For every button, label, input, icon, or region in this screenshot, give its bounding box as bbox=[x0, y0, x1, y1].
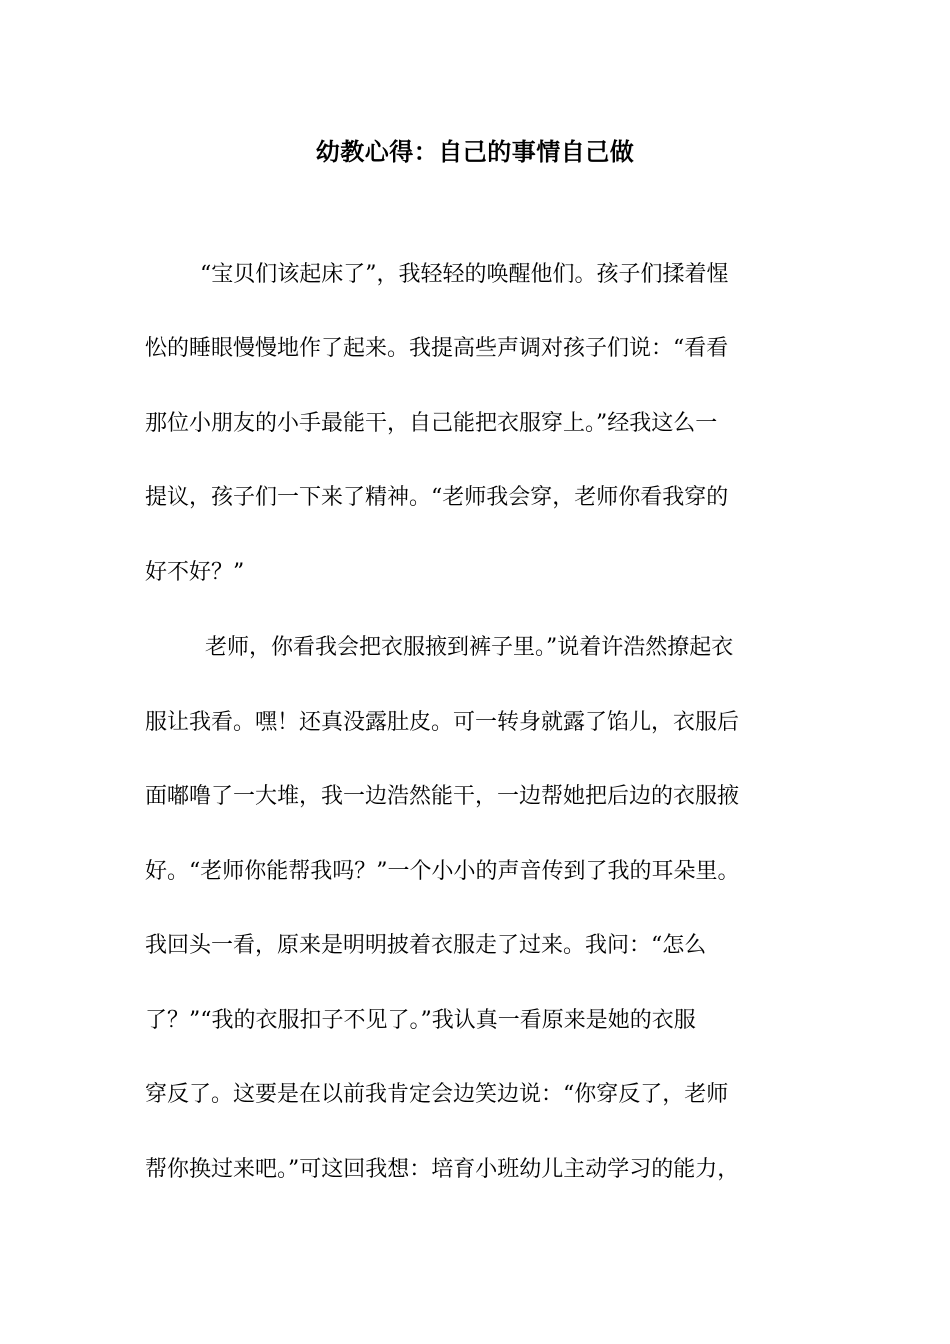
paragraph-line: 老师，你看我会把衣服掖到裤子里。”说着许浩然撩起衣 bbox=[205, 635, 734, 660]
paragraph-line: 穿反了。这要是在以前我肯定会边笑边说：“你穿反了，老师 bbox=[145, 1082, 729, 1107]
paragraph-line: 面嘟噜了一大堆，我一边浩然能干，一边帮她把后边的衣服掖 bbox=[145, 784, 740, 809]
paragraph-line: 那位小朋友的小手最能干，自己能把衣服穿上。”经我这么一 bbox=[145, 411, 718, 436]
document-title: 幼教心得：自己的事情自己做 bbox=[315, 138, 635, 166]
paragraph-line: 好。“老师你能帮我吗？”一个小小的声音传到了我的耳朵里。 bbox=[145, 859, 740, 884]
paragraph-line: “宝贝们该起床了”，我轻轻的唤醒他们。孩子们揉着惺 bbox=[200, 262, 729, 287]
paragraph-line: 提议，孩子们一下来了精神。“老师我会穿，老师你看我穿的 bbox=[145, 485, 729, 510]
paragraph-line: 帮你换过来吧。”可这回我想：培育小班幼儿主动学习的能力， bbox=[145, 1157, 740, 1182]
paragraph-line: 好不好？” bbox=[145, 560, 245, 585]
paragraph-line: 了？”“我的衣服扣子不见了。”我认真一看原来是她的衣服 bbox=[145, 1008, 696, 1033]
paragraph-line: 忪的睡眼慢慢地作了起来。我提高些声调对孩子们说：“看看 bbox=[145, 336, 729, 361]
paragraph-line: 我回头一看，原来是明明披着衣服走了过来。我问：“怎么 bbox=[145, 933, 707, 958]
paragraph-line: 服让我看。嘿！还真没露肚皮。可一转身就露了馅儿，衣服后 bbox=[145, 710, 740, 735]
